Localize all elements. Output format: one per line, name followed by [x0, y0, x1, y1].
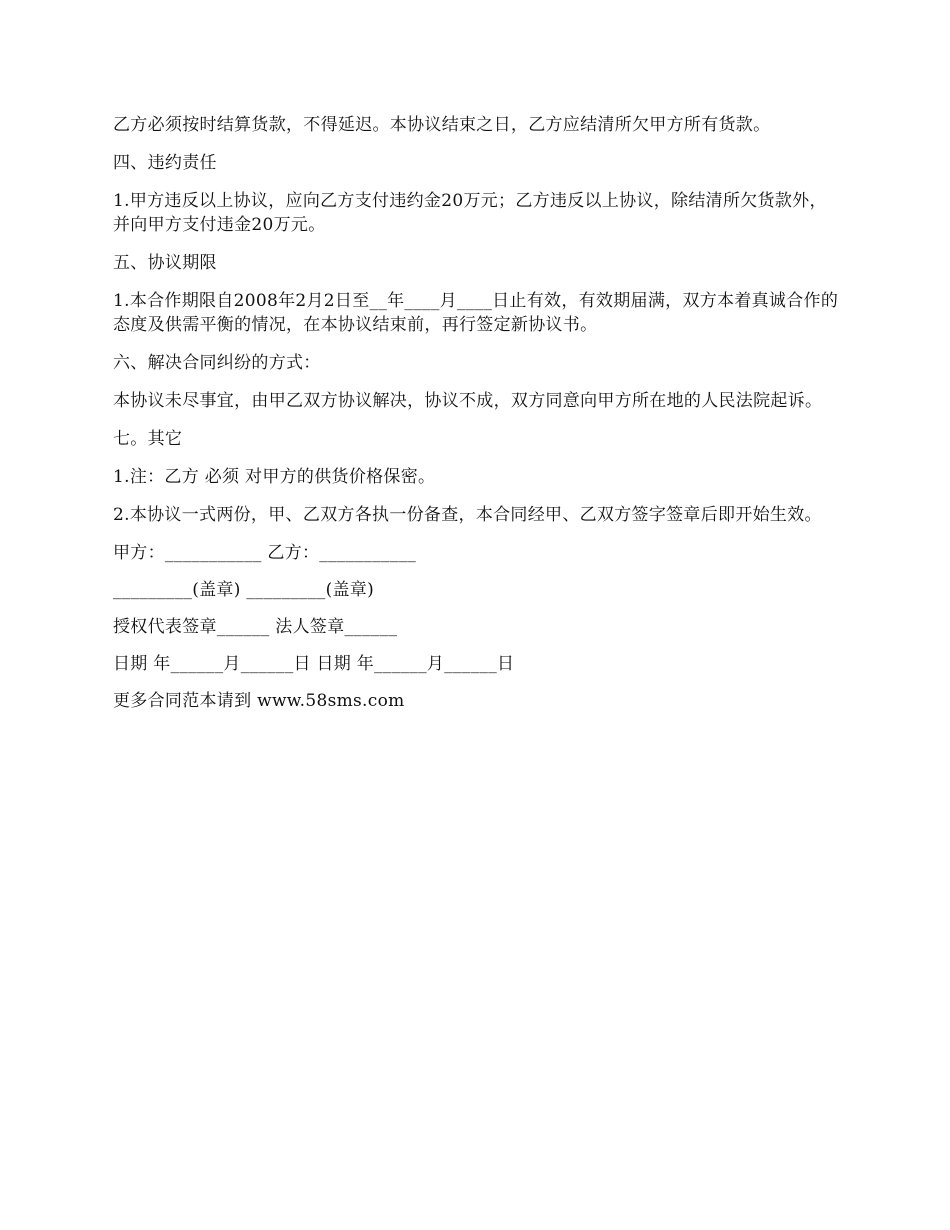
signature-seal-line: _________(盖章) _________(盖章): [113, 580, 375, 600]
document-page: [113, 113, 843, 727]
other-clause-copies: 2.本协议一式两份，甲、乙双方各执一份备查，本合同经甲、乙双方签字签章后即开始生效。: [113, 505, 822, 525]
other-clause-confidentiality: 1.注：乙方 必须 对甲方的供货价格保密。: [113, 467, 436, 487]
signature-date-line: 日期 年______月______日 日期 年______月______日: [113, 654, 515, 674]
signature-representative-line: 授权代表签章______ 法人签章______: [113, 617, 398, 637]
section-heading-term: 五、协议期限: [113, 253, 217, 273]
term-clause-text: 1.本合作期限自2008年2月2日至__年____月____日止有效，有效期届满，双方本着真诚合作的态度及供需平衡的情况，在本协议结束前，再行签定新协议书。: [113, 291, 839, 335]
footer-website-text: 更多合同范本请到 www.58sms.com: [113, 691, 405, 711]
liability-clause-text: 1.甲方违反以上协议，应向乙方支付违约金20万元；乙方违反以上协议，除结清所欠货款外，并向甲方支付违金20万元。: [113, 191, 827, 235]
signature-parties-line: 甲方：___________ 乙方：___________: [113, 543, 417, 563]
section-heading-other: 七。其它: [113, 429, 183, 449]
payment-clause-text: 乙方必须按时结算货款，不得延迟。本协议结束之日，乙方应结清所欠甲方所有货款。: [113, 115, 771, 135]
section-heading-liability: 四、违约责任: [113, 153, 217, 173]
disputes-clause-text: 本协议未尽事宜，由甲乙双方协议解决，协议不成，双方同意向甲方所在地的人民法院起诉。: [113, 391, 823, 411]
section-heading-disputes: 六、解决合同纠纷的方式：: [113, 353, 321, 373]
